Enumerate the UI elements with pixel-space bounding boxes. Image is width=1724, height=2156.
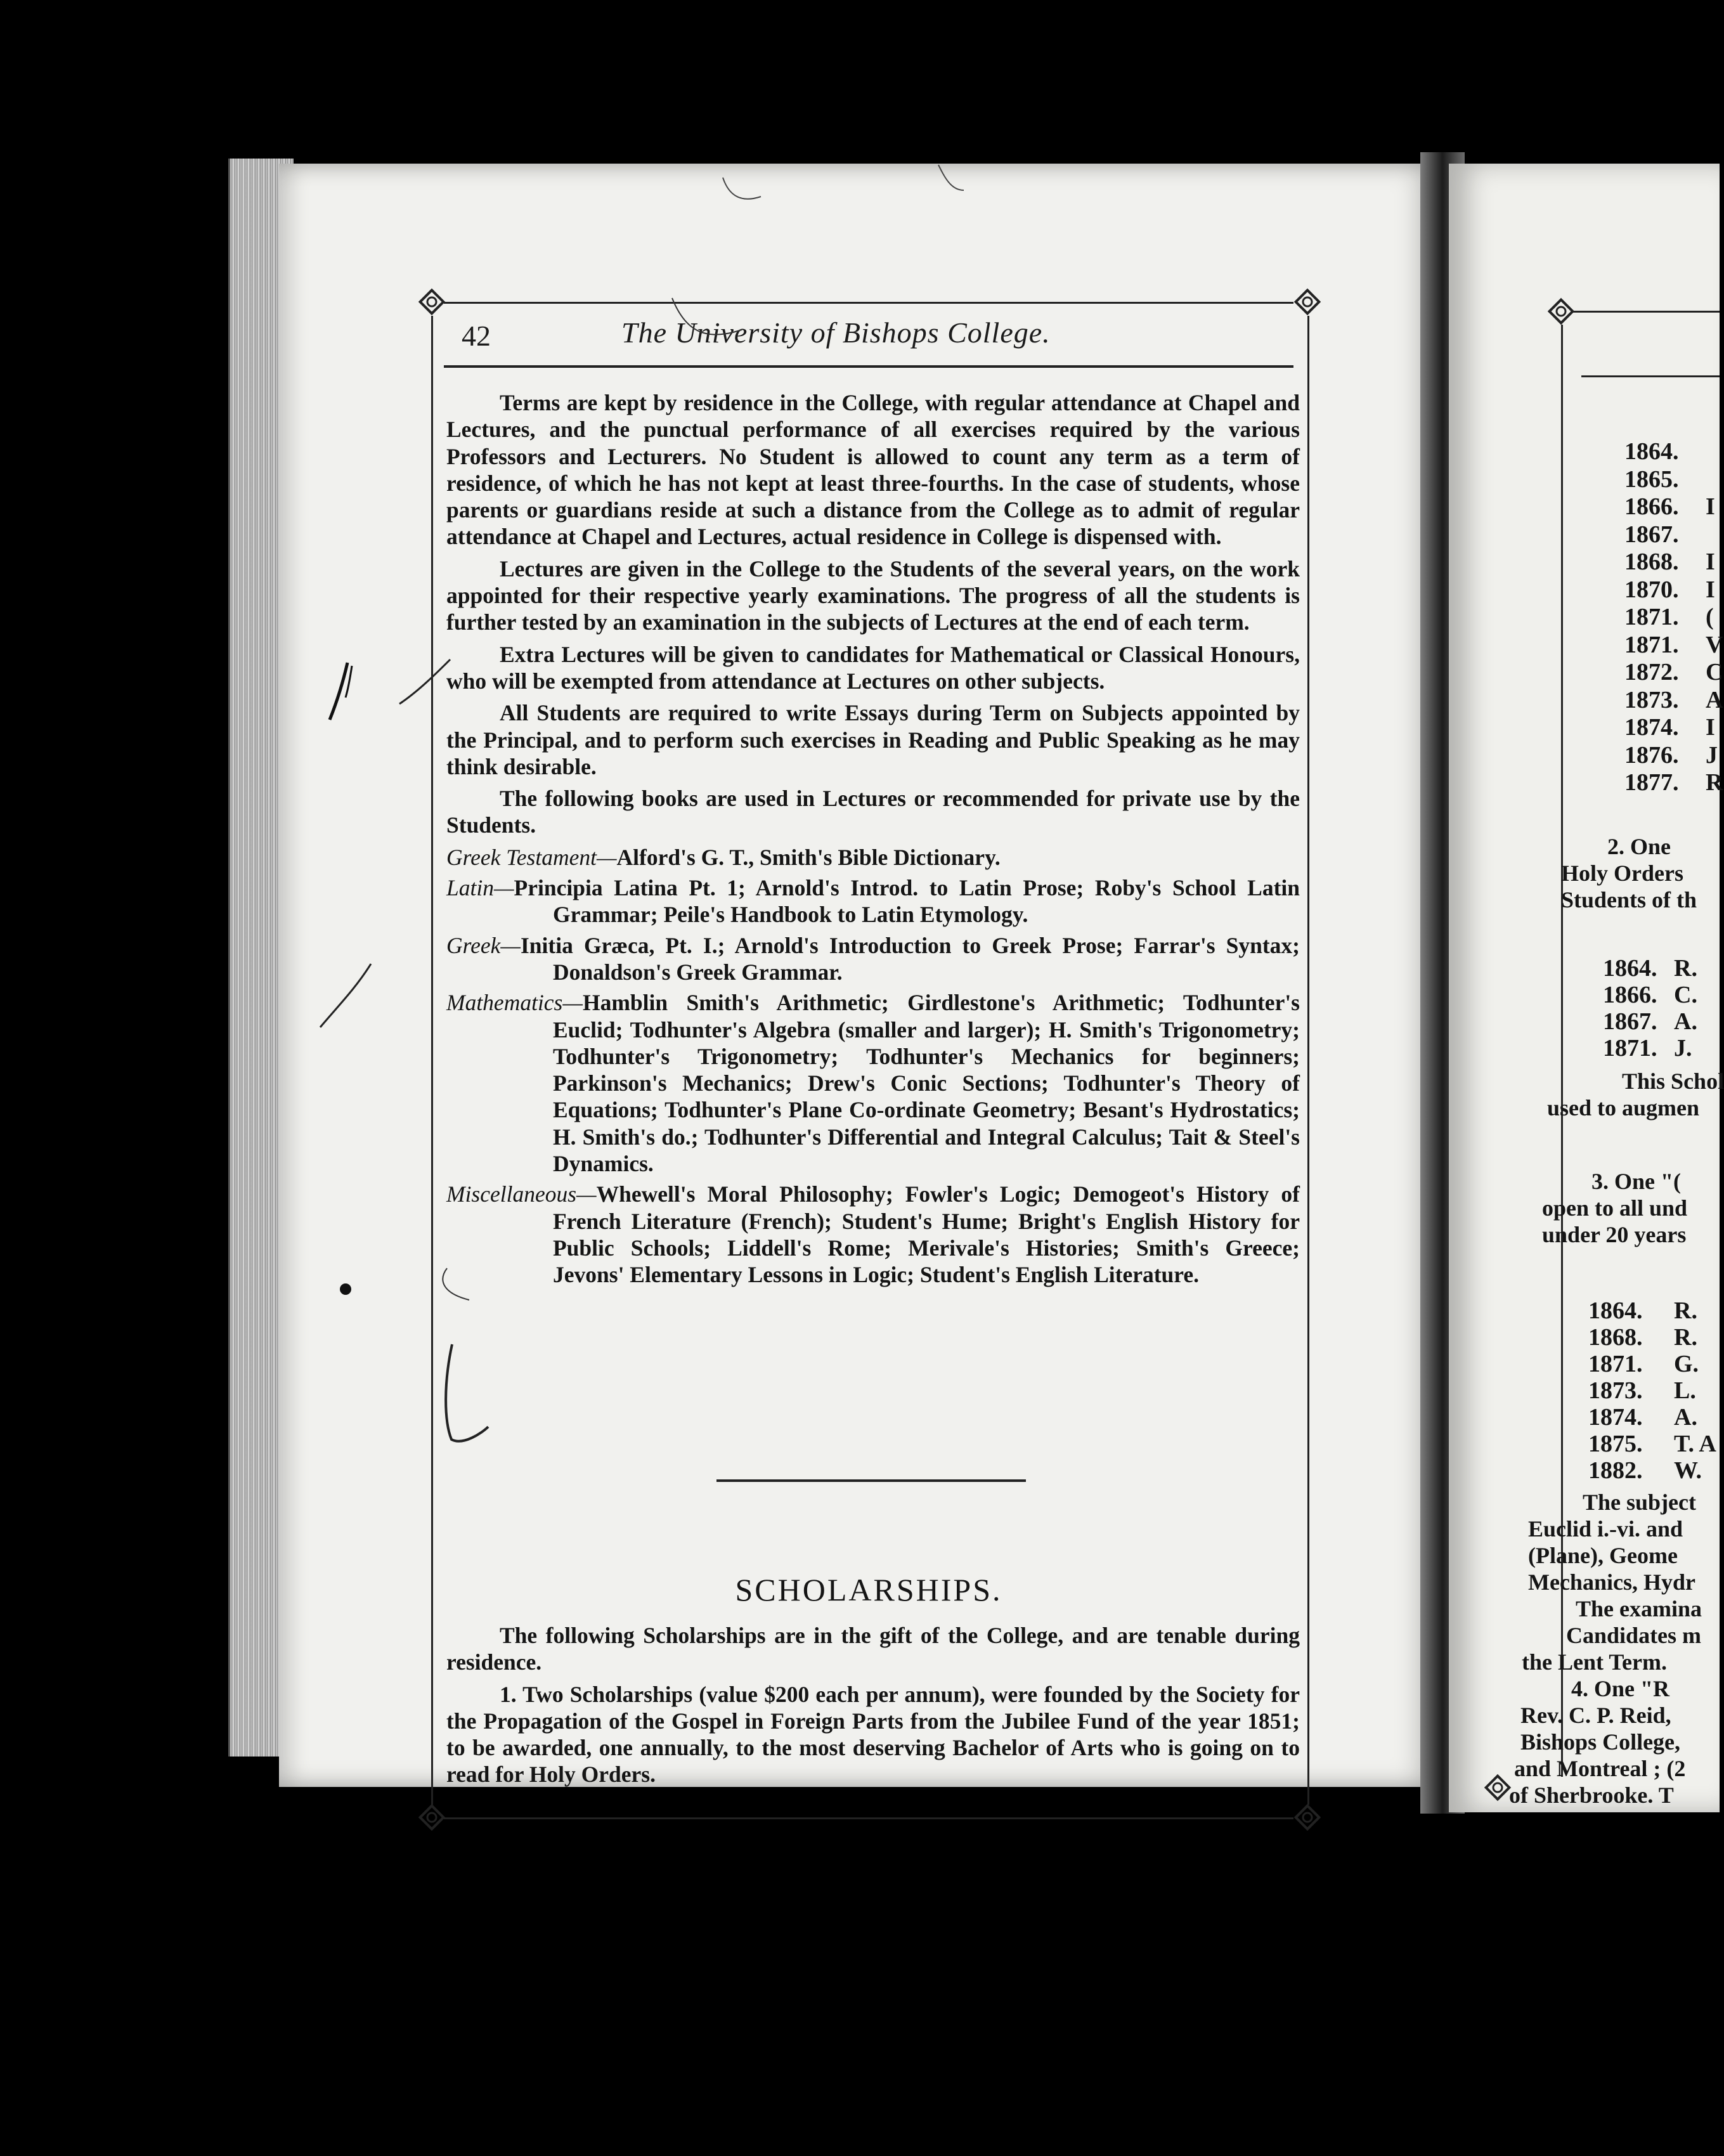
- scholarships-text: [446, 1622, 1300, 1793]
- text-line: used to augmen: [1547, 1095, 1700, 1120]
- right-page-border-top: [1572, 311, 1720, 313]
- name-initial: A.: [1674, 1008, 1697, 1035]
- year-entry: 1864.: [1624, 438, 1679, 465]
- scholarships-intro: The following Scholarships are in the gift of the College, and are tenable during residence.: [446, 1623, 1300, 1675]
- corner-ornament-top-left-icon: [418, 289, 445, 315]
- body-text: [446, 389, 1300, 1292]
- year-entry: 1874.: [1624, 714, 1679, 741]
- name-initial: V: [1706, 631, 1723, 658]
- year-entry: 1866.: [1603, 982, 1657, 1008]
- book-list-item: [446, 874, 1300, 928]
- paragraph-residence: Terms are kept by residence in the College, with regular attendance at Chapel and Lectures, and the punctual performance of all exercises required by the various Professors and Lecturers. No Student is allowed to count any term as a term of residence, of which he has not kept at least three-fourths. In the case of students, whose parents or guardians reside at such a distance from the College as to admit of regular attendance at Chapel and Lectures, actual residence in College is dispensed with.: [446, 390, 1300, 550]
- name-initial: I: [1706, 576, 1715, 603]
- book-titles: Alford's G. T., Smith's Bible Dictionary.: [616, 844, 1001, 870]
- year-entry: 1871.: [1624, 604, 1679, 630]
- text-line: 3. One "(: [1591, 1169, 1681, 1194]
- name-initial: A.: [1674, 1404, 1697, 1431]
- text-line: of Sherbrooke. T: [1509, 1783, 1674, 1808]
- year-entry: 1882.: [1588, 1457, 1643, 1484]
- year-entry: 1871.: [1624, 631, 1679, 658]
- name-initial: I: [1706, 549, 1715, 575]
- page-border-top: [444, 302, 1293, 304]
- name-initial: L.: [1674, 1377, 1696, 1404]
- running-title: The University of Bishops College.: [621, 316, 1051, 349]
- name-initial: T. A: [1674, 1431, 1716, 1457]
- book-titles: Principia Latina Pt. 1; Arnold's Introd. to Latin Prose; Roby's School Latin Grammar; Peile's Handbook to Latin Etymology.: [514, 875, 1300, 928]
- name-initial: I: [1706, 714, 1715, 741]
- page-border-right: [1307, 316, 1309, 1805]
- name-initial: A: [1706, 686, 1723, 713]
- paragraph-lectures: Lectures are given in the College to the Students of the several years, on the work appointed for their respective yearly examinations. The progress of all the students is further tested by an examination in the subjects of Lectures at the end of each term.: [446, 555, 1300, 635]
- text-line: Candidates m: [1566, 1623, 1702, 1648]
- year-entry: 1872.: [1624, 659, 1679, 685]
- name-initial: R.: [1674, 955, 1697, 982]
- scholarship-item-1: 1. Two Scholarships (value $200 each per annum), were founded by the Society for the Propagation of the Gospel in Foreign Parts from the Jubilee Fund of the year 1851; to be awarded, one annually, to the most deserving Bachelor of Arts who is going on to read for Holy Orders.: [446, 1681, 1300, 1788]
- text-line: Mechanics, Hydr: [1528, 1569, 1695, 1595]
- year-entry: 1877.: [1624, 769, 1679, 796]
- text-line: Rev. C. P. Reid,: [1520, 1703, 1671, 1728]
- text-line: The subject: [1583, 1490, 1696, 1515]
- name-initial: J: [1706, 741, 1718, 769]
- book-list-item: [446, 844, 1300, 871]
- year-entry: 1864.: [1603, 955, 1657, 982]
- paragraph-essays: All Students are required to write Essays during Term on Subjects appointed by the Principal, and to perform such exercises in Reading and Public Speaking as he may think desirable.: [446, 700, 1300, 779]
- year-entry: 1866.: [1624, 493, 1679, 520]
- paragraph-extra-lectures: Extra Lectures will be given to candidates for Mathematical or Classical Honours, who will be exempted from attendance at Lectures on other subjects.: [446, 641, 1300, 694]
- corner-ornament-bottom-left-icon: [418, 1804, 445, 1831]
- text-line: 4. One "R: [1571, 1676, 1669, 1701]
- year-entry: 1864.: [1588, 1297, 1643, 1324]
- year-entry: 1870.: [1624, 576, 1679, 603]
- name-initial: C.: [1674, 982, 1697, 1008]
- book-subject: Greek—: [446, 932, 521, 958]
- book-titles: Whewell's Moral Philosophy; Fowler's Logic; Demogeot's History of French Literature (French); Student's Hume; Bright's English History for Public Schools; Liddell's Rome; Merivale's Histories; Smith's Greece; Jevons' Elementary Lessons in Logic; Student's English Literature.: [553, 1181, 1300, 1288]
- name-initial: R: [1706, 769, 1723, 796]
- book-titles: Initia Græca, Pt. I.; Arnold's Introduction to Greek Prose; Farrar's Syntax; Donaldson's Greek Grammar.: [520, 932, 1300, 985]
- right-page-header-rule: [1581, 375, 1720, 377]
- book-list-item: [446, 989, 1300, 1177]
- corner-ornament-bottom-right-icon: [1294, 1804, 1321, 1831]
- page-border-bottom: [444, 1817, 1293, 1819]
- year-entry: 1868.: [1588, 1324, 1643, 1351]
- year-entry: 1873.: [1624, 686, 1679, 713]
- right-corner-ornament-top-icon: [1548, 298, 1574, 325]
- year-entry: 1868.: [1624, 549, 1679, 575]
- text-line: Holy Orders: [1561, 860, 1683, 886]
- name-initial: W.: [1674, 1457, 1702, 1484]
- text-line: The examina: [1576, 1596, 1702, 1621]
- name-initial: C: [1706, 659, 1723, 685]
- book-list-item: [446, 932, 1300, 986]
- text-line: under 20 years: [1542, 1222, 1687, 1247]
- text-line: Euclid i.-vi. and: [1528, 1516, 1683, 1542]
- name-initial: G.: [1674, 1351, 1699, 1377]
- year-entry: 1865.: [1624, 465, 1679, 493]
- year-entry: 1876.: [1624, 741, 1679, 769]
- name-initial: R.: [1674, 1297, 1697, 1324]
- text-line: This Schol: [1622, 1068, 1724, 1094]
- corner-ornament-top-right-icon: [1294, 289, 1321, 315]
- text-line: the Lent Term.: [1522, 1649, 1667, 1675]
- book-subject: Miscellaneous—: [446, 1181, 597, 1207]
- book-list-item: [446, 1181, 1300, 1288]
- right-corner-ornament-bottom-icon: [1484, 1774, 1511, 1801]
- page-number: 42: [462, 320, 491, 352]
- book-subject: Greek Testament—: [446, 844, 617, 870]
- text-line: (Plane), Geome: [1528, 1543, 1678, 1568]
- year-entry: 1873.: [1588, 1377, 1643, 1404]
- year-entry: 1874.: [1588, 1404, 1643, 1431]
- book-subject: Latin—: [446, 875, 514, 901]
- year-entry: 1867.: [1624, 521, 1679, 548]
- book-subject: Mathematics—: [446, 990, 583, 1016]
- name-initial: R.: [1674, 1324, 1697, 1351]
- text-line: 2. One: [1607, 834, 1671, 859]
- header-rule: [444, 365, 1293, 368]
- text-line: open to all und: [1542, 1195, 1688, 1221]
- text-line: and Montreal ; (2: [1514, 1756, 1686, 1781]
- year-entry: 1875.: [1588, 1431, 1643, 1457]
- text-line: Bishops College,: [1520, 1729, 1681, 1755]
- name-initial: I: [1706, 493, 1715, 520]
- year-entry: 1871.: [1588, 1351, 1643, 1377]
- name-initial: (: [1706, 604, 1714, 630]
- name-initial: J.: [1674, 1035, 1692, 1062]
- paragraph-books-intro: The following books are used in Lectures or recommended for private use by the Students.: [446, 786, 1300, 838]
- scholarships-heading: SCHOLARSHIPS.: [735, 1572, 1002, 1607]
- page-border-left: [431, 316, 433, 1805]
- book-titles: Hamblin Smith's Arithmetic; Girdlestone's Arithmetic; Todhunter's Euclid; Todhunter's Algebra (smaller and larger); H. Smith's Trigonometry; Todhunter's Trigonometry; Todhunter's Mechanics for beginners; Parkinson's Mechanics; Drew's Conic Sections; Todhunter's Theory of Equations; Todhunter's Plane Co-ordinate Geometry; Besant's Hydrostatics; H. Smith's do.; Todhunter's Differential and Integral Calculus; Tait & Steel's Dynamics.: [553, 990, 1300, 1177]
- year-entry: 1867.: [1603, 1008, 1657, 1035]
- section-separator: [716, 1479, 1026, 1482]
- year-entry: 1871.: [1603, 1035, 1657, 1062]
- text-line: Students of th: [1561, 887, 1697, 912]
